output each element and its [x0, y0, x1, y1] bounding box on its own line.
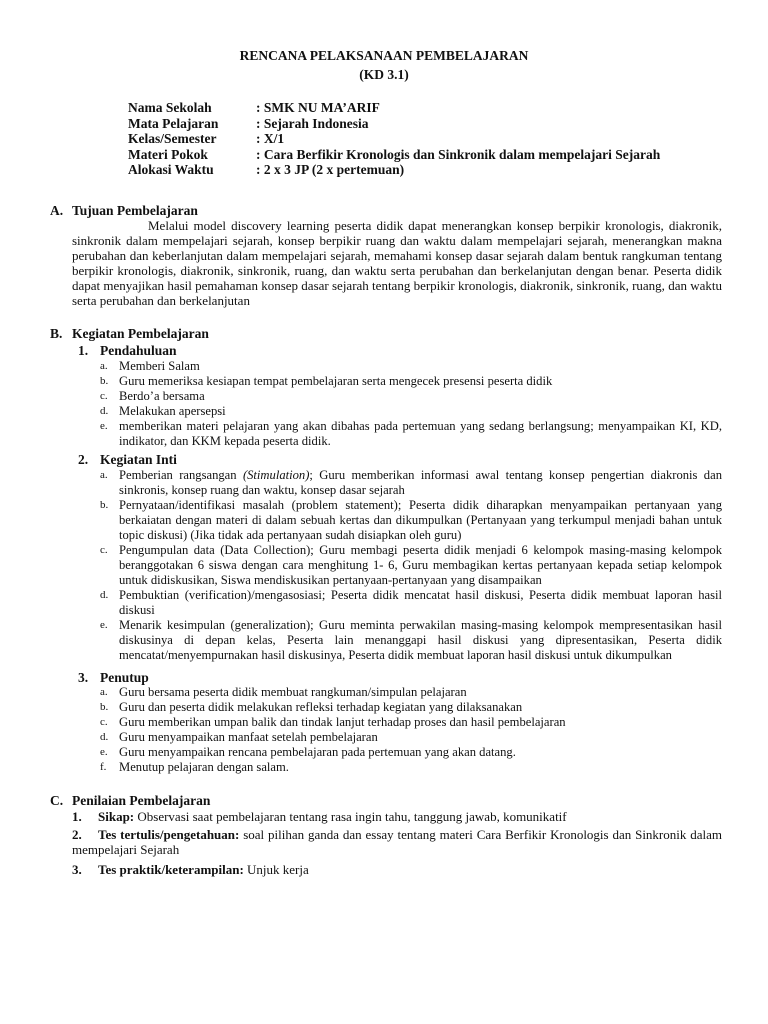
- list-item: [100, 618, 722, 663]
- assessment-number: 3.: [72, 862, 82, 877]
- info-row-subject: [128, 116, 660, 132]
- identity-block: [128, 100, 660, 178]
- emphasis-text: (Stimulation): [242, 468, 310, 482]
- list-item: [100, 760, 722, 775]
- subsection-inti-heading: [78, 452, 177, 467]
- list-item: [100, 715, 722, 730]
- list-item-text: Pembuktian (verification)/mengasosiasi; Peserta didik mencatat hasil diskusi, Peserta didik membuat laporan hasil diskusi: [119, 588, 722, 617]
- list-item-text: Guru memeriksa kesiapan tempat pembelajaran serta mengecek presensi peserta didik: [119, 374, 553, 388]
- list-item-text: Berdo’a bersama: [119, 389, 205, 403]
- list-item-text: Pengumpulan data (Data Collection); Guru membagi peserta didik menjadi 6 kelompok masing-masing kelompok beranggotakan 6 siswa dengan cara menghitung 1- 6, Guru membagikan kertas pertanyaan kepada setiap kelompok untuk didiskusikan, Siswa mendiskusikan pertanyaan-pertanyaan yang disampaikan: [119, 543, 722, 587]
- info-label: Kelas/Semester: [128, 131, 217, 146]
- document-title: RENCANA PELAKSANAAN PEMBELAJARAN: [239, 48, 529, 63]
- list-item: [100, 588, 722, 618]
- list-item-text: Menarik kesimpulan (generalization); Guru meminta perwakilan masing-masing kelompok mempresentasikan hasil diskusinya di depan kelas, Peserta lain menanggapi hasil diskusi yang dipresentasikan, Peserta didik mencatat/menyempurnakan hasil diskusinya, Peserta didik membuat laporan hasil diskusi untuk dikumpulkan: [119, 618, 722, 662]
- assessment-text: Unjuk kerja: [243, 862, 309, 877]
- list-item-text: Menutup pelajaran dengan salam.: [119, 760, 289, 774]
- section-letter: A.: [50, 203, 64, 218]
- subsection-number: 3.: [78, 670, 89, 685]
- penutup-list: [100, 685, 722, 775]
- list-marker: d.: [100, 405, 109, 417]
- section-a-paragraph: Melalui model discovery learning peserta didik dapat menerangkan konsep berpikir kronologis, diakronik, sinkronik dalam mempelajari sejarah, konsep berpikir ruang dan waktu dalam mempelajari sejarah, menerangkan makna perubahan dan keberlanjutan dalam mempelajari sejarah, memahami konsep dasar sejarah dalam bentuk rangkuman tentang berpikir kronologis, diakronik, sinkronik, ruang, dan waktu serta perubahan dan berkelanjutan dengan benar. Peserta didik dapat menyajikan hasil pemahaman konsep dasar sejarah tentang berpikir kronologis, diakronik, sinkronik, ruang, dan waktu serta perubahan dan berkelanjutan: [72, 218, 722, 308]
- section-c-heading: [50, 793, 210, 808]
- info-label: Alokasi Waktu: [128, 162, 214, 177]
- assessment-label: Tes tertulis/pengetahuan:: [98, 827, 240, 842]
- list-item: [100, 543, 722, 588]
- assessment-number: 1.: [72, 809, 82, 824]
- pendahuluan-list: [100, 359, 722, 449]
- subsection-title: Penutup: [100, 670, 149, 685]
- list-marker: d.: [100, 731, 109, 743]
- info-row-topic: [128, 147, 660, 163]
- subsection-title: Pendahuluan: [100, 343, 177, 358]
- list-marker: c.: [100, 544, 108, 556]
- text-run: Pemberian rangsangan: [119, 468, 243, 482]
- subsection-number: 1.: [78, 343, 89, 358]
- info-value: : SMK NU MA’ARIF: [256, 100, 380, 115]
- list-item: [100, 374, 722, 389]
- list-marker: b.: [100, 375, 109, 387]
- assessment-item-keterampilan: [72, 862, 722, 877]
- list-marker: b.: [100, 701, 109, 713]
- subsection-number: 2.: [78, 452, 89, 467]
- list-item-text: Guru bersama peserta didik membuat rangkuman/simpulan pelajaran: [119, 685, 467, 699]
- list-marker: b.: [100, 499, 109, 511]
- info-label: Mata Pelajaran: [128, 115, 219, 131]
- info-value: : Sejarah Indonesia: [256, 115, 369, 131]
- list-item: [100, 468, 722, 498]
- list-marker: e.: [100, 619, 108, 631]
- list-marker: a.: [100, 360, 108, 372]
- assessment-text: Observasi saat pembelajaran tentang rasa ingin tahu, tanggung jawab, komunikatif: [134, 809, 567, 824]
- text-run: ; Guru memberikan informasi awal tentang konsep pengertian diakronis dan sinkronis, konsep ruang dan waktu, konsep dasar sejarah: [119, 468, 722, 497]
- inti-list: [100, 468, 722, 663]
- info-label: Nama Sekolah: [128, 100, 212, 115]
- list-marker: a.: [100, 686, 108, 698]
- subsection-title: Kegiatan Inti: [100, 452, 177, 467]
- section-letter: B.: [50, 326, 63, 341]
- assessment-label: Tes praktik/keterampilan:: [98, 862, 244, 877]
- list-item-text: [119, 468, 722, 497]
- list-marker: c.: [100, 390, 108, 402]
- section-a-heading: [50, 203, 198, 218]
- section-title: Kegiatan Pembelajaran: [72, 326, 209, 341]
- section-title: Tujuan Pembelajaran: [72, 203, 198, 218]
- list-item: [100, 700, 722, 715]
- subsection-penutup-heading: [78, 670, 149, 685]
- list-item: [100, 359, 722, 374]
- info-value: : Cara Berfikir Kronologis dan Sinkronik dalam mempelajari Sejarah: [256, 146, 661, 162]
- section-letter: C.: [50, 793, 64, 808]
- list-item-text: Memberi Salam: [119, 359, 200, 373]
- document-subtitle: (KD 3.1): [359, 67, 409, 82]
- info-value: : 2 x 3 JP (2 x pertemuan): [256, 162, 405, 177]
- assessment-number: 2.: [72, 827, 82, 842]
- list-item: [100, 389, 722, 404]
- assessment-text: soal pilihan ganda dan essay tentang materi Cara Berfikir Kronologis dan Sinkronik dalam mempelajari Sejarah: [72, 827, 722, 857]
- list-item: [100, 404, 722, 419]
- info-row-school: [128, 100, 660, 116]
- list-marker: e.: [100, 746, 108, 758]
- info-value: : X/1: [256, 131, 285, 146]
- list-item: [100, 498, 722, 543]
- subsection-pendahuluan-heading: [78, 343, 177, 358]
- list-marker: a.: [100, 469, 108, 481]
- list-item-text: Melakukan apersepsi: [119, 404, 226, 418]
- list-marker: c.: [100, 716, 108, 728]
- assessment-item-sikap: [72, 809, 722, 824]
- list-item-text: memberikan materi pelajaran yang akan dibahas pada pertemuan yang sedang berlangsung; menyampaikan KI, KD, indikator, dan KKM kepada peserta didik.: [119, 419, 722, 448]
- list-item-text: Guru dan peserta didik melakukan refleksi terhadap kegiatan yang dilaksanakan: [119, 700, 523, 714]
- list-item: [100, 419, 722, 449]
- list-item-text: Guru menyampaikan manfaat setelah pembelajaran: [119, 730, 378, 744]
- section-title: Penilaian Pembelajaran: [72, 793, 211, 808]
- info-label: Materi Pokok: [128, 146, 208, 162]
- list-item-text: Guru menyampaikan rencana pembelajaran pada pertemuan yang akan datang.: [119, 745, 516, 759]
- info-row-class: [128, 131, 660, 147]
- list-item-text: Pernyataan/identifikasi masalah (problem statement); Peserta didik diharapkan menyampaikan pertanyaan yang berkaiatan dengan materi di dalam sebuah kertas dan dikumpulkan (Pertanyaan yang terkumpul menjadi bahan untuk topic diskusi) (Jika tidak ada pertanyaan sudah disiapkan oleh guru): [119, 498, 722, 542]
- list-marker: f.: [100, 761, 107, 773]
- info-row-time: [128, 162, 660, 178]
- assessment-label: Sikap:: [98, 809, 135, 824]
- list-marker: d.: [100, 589, 109, 601]
- list-item: [100, 730, 722, 745]
- list-item: [100, 745, 722, 760]
- list-marker: e.: [100, 420, 108, 432]
- assessment-item-pengetahuan: [72, 827, 722, 857]
- list-item-text: Guru memberikan umpan balik dan tindak lanjut terhadap proses dan hasil pembelajaran: [119, 715, 566, 729]
- list-item: [100, 685, 722, 700]
- section-b-heading: [50, 326, 209, 341]
